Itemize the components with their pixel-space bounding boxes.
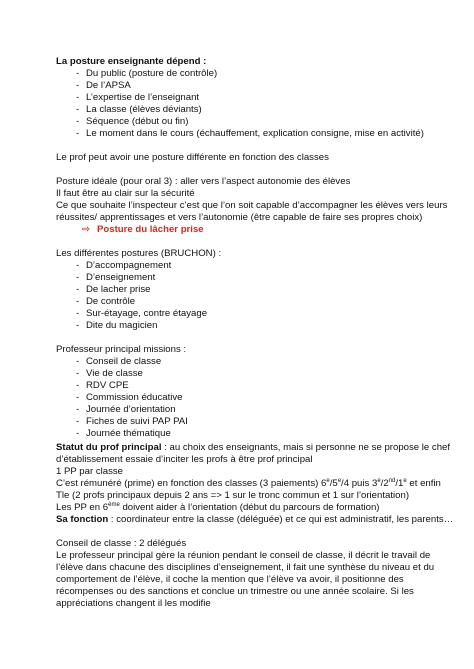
fonction-text: : coordinateur entre la classe (déléguée) et ce qui est administratif, les parents… bbox=[108, 514, 454, 525]
statut-label: Statut du prof principal bbox=[56, 442, 162, 453]
paragraph-line: 1 PP par classe bbox=[56, 466, 124, 477]
list-item: L’expertise de l’enseignant bbox=[86, 92, 200, 103]
list-item: Fiches de suivi PAP PAI bbox=[86, 416, 188, 427]
list-item: Séquence (début ou fin) bbox=[86, 116, 189, 127]
list-item: De contrôle bbox=[86, 296, 136, 307]
text-run: C’est rémunéré (prime) en fonction des classes (3 paiements) 6 bbox=[56, 478, 327, 489]
bullet-dash: - bbox=[76, 272, 80, 283]
paragraph-line: Tle (2 profs principaux depuis 2 ans => 1 sur le tronc commun et 1 sur l’orientation) bbox=[56, 490, 410, 501]
bullet-dash: - bbox=[76, 380, 80, 391]
text-run: /4 puis 3 bbox=[341, 478, 378, 489]
bullet-dash: - bbox=[76, 368, 80, 379]
list-item: Commission éducative bbox=[86, 392, 183, 403]
bullet-dash: - bbox=[76, 116, 80, 127]
paragraph-line: l’élève dans chacune des disciplines d’enseignement, il fait une synthèse du niveau et du bbox=[56, 562, 435, 573]
text-run: /1 bbox=[395, 478, 404, 489]
paragraph-line: récompenses ou des sanctions et conclue un trimestre ou une année scolaire. Si les bbox=[56, 586, 414, 597]
paragraph-line: Conseil de classe : 2 délégués bbox=[56, 538, 187, 549]
superscript: e bbox=[377, 478, 381, 484]
superscript: e bbox=[326, 478, 330, 484]
arrow-icon: ⇨ bbox=[82, 224, 91, 235]
fonction-label: Sa fonction bbox=[56, 514, 109, 525]
superscript: nd bbox=[388, 478, 396, 484]
list-item: Journée d’orientation bbox=[86, 404, 176, 415]
superscript: ème bbox=[108, 502, 120, 508]
list-item: Journée thématique bbox=[86, 428, 171, 439]
bullet-dash: - bbox=[76, 416, 80, 427]
bullet-dash: - bbox=[76, 128, 80, 139]
list-item: Dite du magicien bbox=[86, 320, 158, 331]
paragraph-line: d’établissement essaie d’inciter les profs à être prof principal bbox=[56, 454, 313, 465]
list-item: La classe (élèves déviants) bbox=[86, 104, 202, 115]
bullet-dash: - bbox=[76, 392, 80, 403]
paragraph-line: réussites/ apprentissages et vers l’autonomie (être capable de faire ses propres choix) bbox=[56, 212, 423, 223]
text-run: Les PP en 6 bbox=[56, 502, 109, 513]
list-item: D’enseignement bbox=[86, 272, 156, 283]
bullet-dash: - bbox=[76, 320, 80, 331]
text-run: et enfin bbox=[406, 478, 441, 489]
list-item: Vie de classe bbox=[86, 368, 143, 379]
highlight-posture: Posture du lâcher prise bbox=[97, 224, 204, 235]
paragraph-line: Le professeur principal gère la réunion pendant le conseil de classe, il décrit le travail de bbox=[56, 550, 431, 561]
section-title-postures: Les différentes postures (BRUCHON) : bbox=[56, 248, 222, 259]
bullet-dash: - bbox=[76, 296, 80, 307]
bullet-dash: - bbox=[76, 80, 80, 91]
text-run: doivent aider à l’orientation (début du parcours de formation) bbox=[119, 502, 380, 513]
list-item: D’accompagnement bbox=[86, 260, 172, 271]
list-item: RDV CPE bbox=[86, 380, 129, 391]
fonction-line bbox=[56, 514, 453, 526]
superscript: e bbox=[337, 478, 342, 484]
section-title-posture: La posture enseignante dépend : bbox=[56, 56, 207, 67]
bullet-dash: - bbox=[76, 260, 80, 271]
list-item: De l’APSA bbox=[86, 80, 131, 91]
list-item: Le moment dans le cours (échauffement, explication consigne, mise en activité) bbox=[86, 128, 424, 139]
bullet-dash: - bbox=[76, 68, 80, 79]
statut-line bbox=[56, 442, 450, 454]
statut-text: : au choix des enseignants, mais si personne ne se propose le chef bbox=[161, 442, 451, 453]
text-run: /2 bbox=[380, 478, 389, 489]
text-run: /5 bbox=[329, 478, 338, 489]
list-item: Du public (posture de contrôle) bbox=[86, 68, 218, 79]
superscript: e bbox=[403, 478, 407, 484]
bullet-dash: - bbox=[76, 428, 80, 439]
pp-sixieme-line bbox=[56, 502, 380, 514]
bullet-dash: - bbox=[76, 104, 80, 115]
paragraph-line: comportement de l’élève, il coche la mention que l’élève va avoir, il positionne des bbox=[56, 574, 404, 585]
paragraph: Le prof peut avoir une posture différente en fonction des classes bbox=[56, 152, 329, 163]
bullet-dash: - bbox=[76, 92, 80, 103]
list-item: De lacher prise bbox=[86, 284, 151, 295]
list-item: Conseil de classe bbox=[86, 356, 162, 367]
bullet-dash: - bbox=[76, 404, 80, 415]
section-title-missions: Professeur principal missions : bbox=[56, 344, 187, 355]
paragraph-line: Il faut être au clair sur la sécurité bbox=[56, 188, 195, 199]
remuneration-line bbox=[56, 478, 441, 490]
list-item: Sur-étayage, contre étayage bbox=[86, 308, 208, 319]
bullet-dash: - bbox=[76, 284, 80, 295]
paragraph-line: Ce que souhaite l’inspecteur c’est que l’on soit capable d’accompagner les élèves vers leurs bbox=[56, 200, 448, 211]
bullet-dash: - bbox=[76, 356, 80, 367]
paragraph-line: Posture idéale (pour oral 3) : aller vers l’aspect autonomie des élèves bbox=[56, 176, 351, 187]
bullet-dash: - bbox=[76, 308, 80, 319]
paragraph-line: appréciations changent il les modifie bbox=[56, 598, 211, 609]
